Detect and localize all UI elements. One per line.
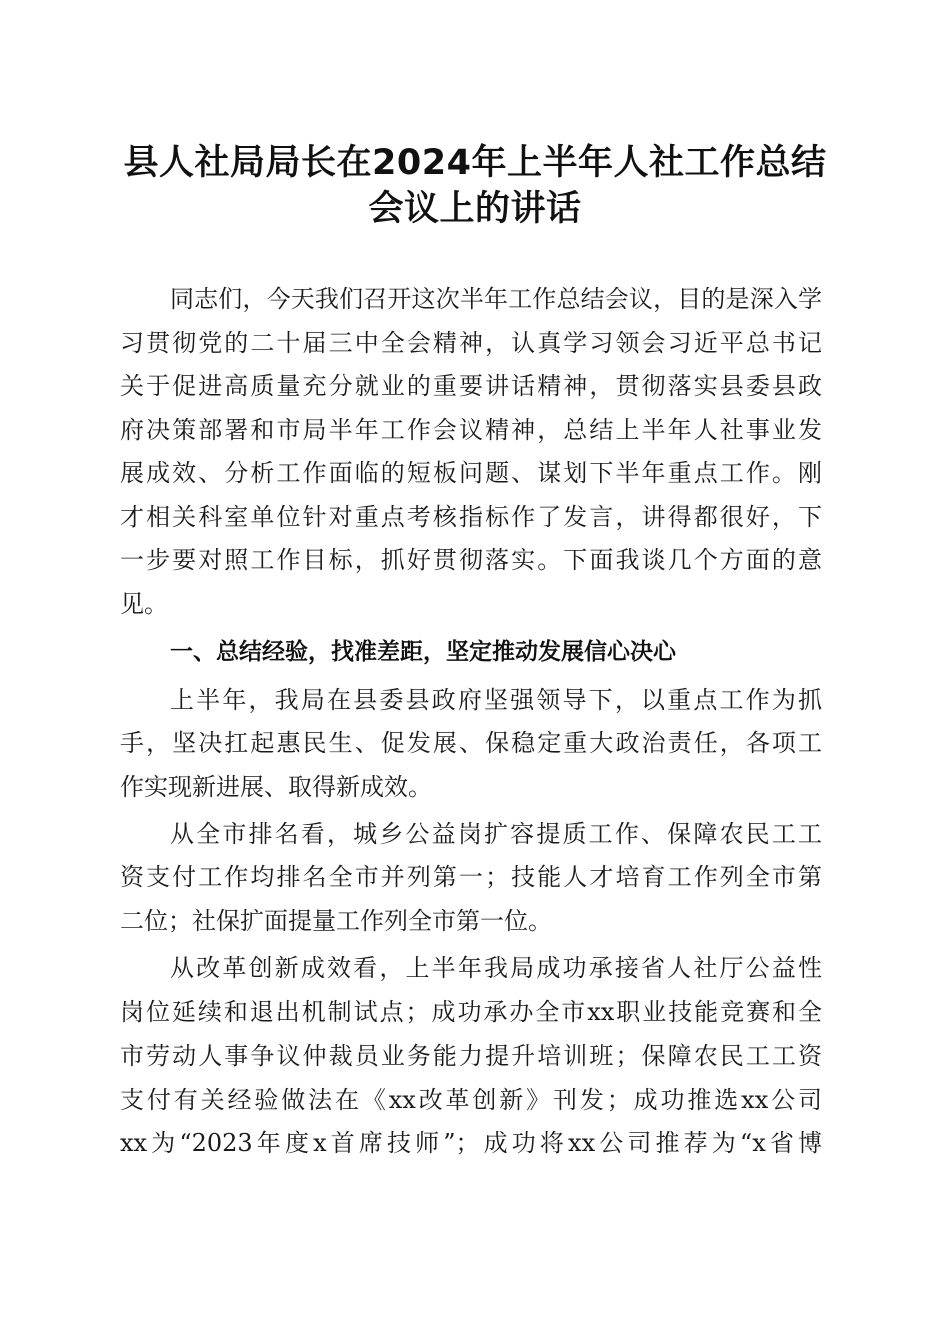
paragraph-1-line-8: 见。: [120, 590, 168, 618]
paragraph-1-line-3: 关于促进高质量充分就业的重要讲话精神，贯彻落实县委县政: [120, 372, 822, 400]
paragraph-4-line-3: 市劳动人事争议仲裁员业务能力提升培训班；保障农民工工资: [120, 1042, 822, 1070]
paragraph-2-line-1: 上半年，我局在县委县政府坚强领导下，以重点工作为抓: [170, 686, 822, 714]
paragraph-4-line-2: 岗位延续和退出机制试点；成功承办全市xx职业技能竞赛和全: [120, 998, 822, 1026]
paragraph-1-line-2: 习贯彻党的二十届三中全会精神，认真学习领会习近平总书记: [120, 329, 822, 357]
paragraph-4-line-4: 支付有关经验做法在《xx改革创新》刊发；成功推选xx公司: [120, 1086, 822, 1114]
paragraph-1-line-7: 一步要对照工作目标，抓好贯彻落实。下面我谈几个方面的意: [120, 546, 822, 574]
document-title-line-1: 县人社局局长在2024年上半年人社工作总结: [123, 143, 827, 183]
paragraph-1-line-5: 展成效、分析工作面临的短板问题、谋划下半年重点工作。刚: [120, 459, 822, 487]
paragraph-2-line-2: 手，坚决扛起惠民生、促发展、保稳定重大政治责任，各项工: [120, 729, 822, 757]
paragraph-3-line-3: 二位；社保扩面提量工作列全市第一位。: [120, 907, 552, 935]
paragraph-3-line-2: 资支付工作均排名全市并列第一；技能人才培育工作列全市第: [120, 863, 822, 891]
paragraph-3-line-1: 从全市排名看，城乡公益岗扩容提质工作、保障农民工工: [170, 820, 822, 848]
paragraph-4-line-5: xx为“2023年度x首席技师”；成功将xx公司推荐为“x省博: [120, 1129, 822, 1157]
document-title-line-2: 会议上的讲话: [368, 189, 582, 229]
paragraph-4-line-1: 从改革创新成效看，上半年我局成功承接省人社厅公益性: [170, 954, 822, 982]
paragraph-1-line-1: 同志们，今天我们召开这次半年工作总结会议，目的是深入学: [170, 285, 822, 313]
paragraph-2-line-3: 作实现新进展、取得新成效。: [120, 773, 432, 801]
section-heading-1: 一、总结经验，找准差距，坚定推动发展信心决心: [170, 639, 676, 665]
paragraph-1-line-4: 府决策部署和市局半年工作会议精神，总结上半年人社事业发: [120, 416, 822, 444]
paragraph-1-line-6: 才相关科室单位针对重点考核指标作了发言，讲得都很好，下: [120, 503, 822, 531]
